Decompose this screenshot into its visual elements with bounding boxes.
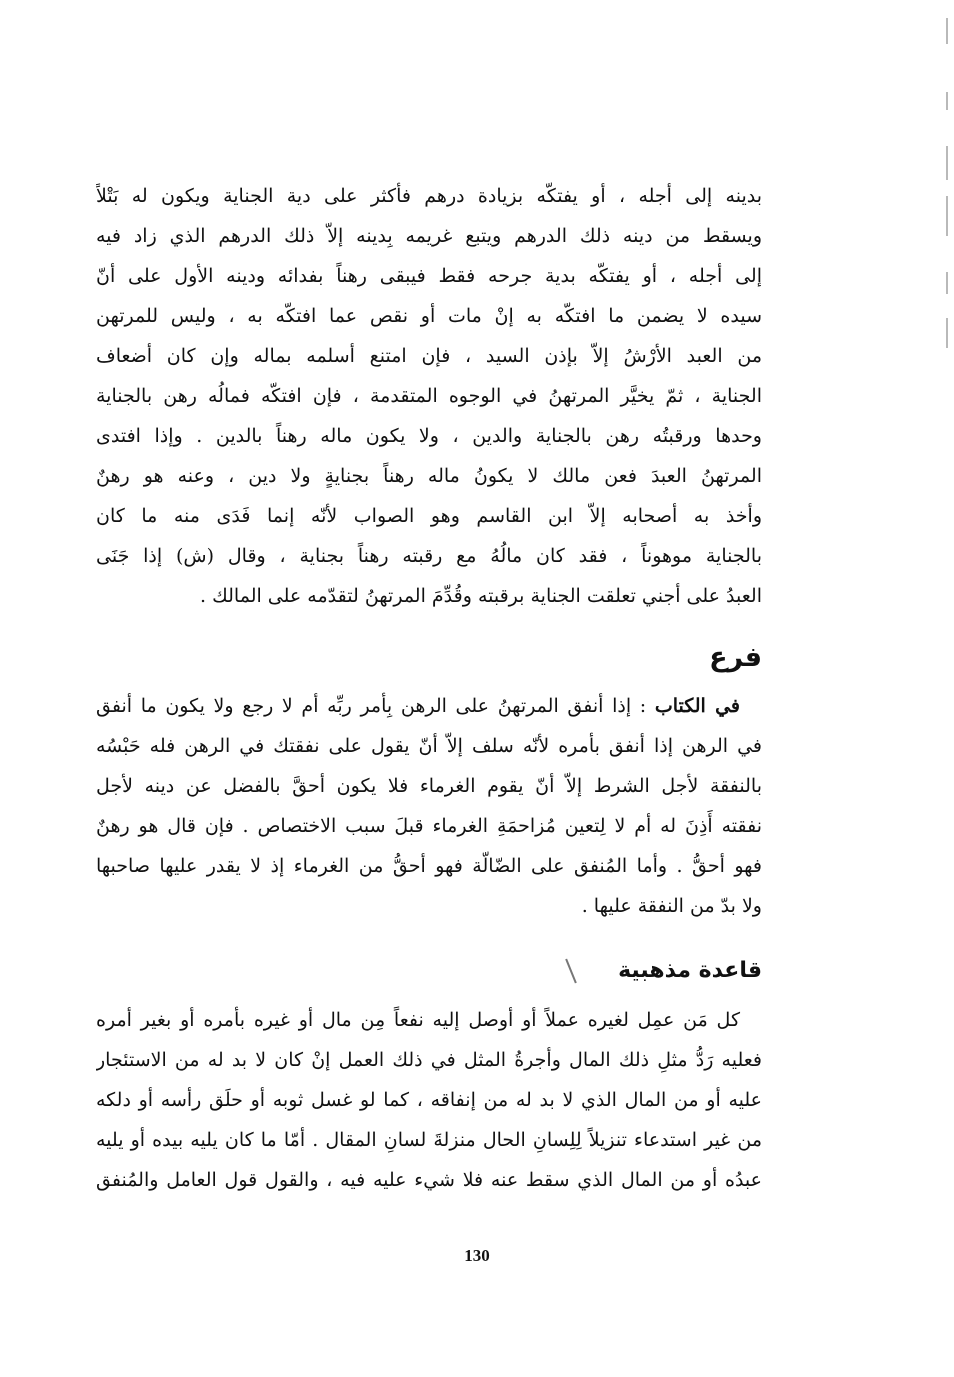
text-line: من العبد الأرْشُ إلاّ بإذن السيد ، فإن امتنع أسلمه بماله وإن كان أضعاف [96,345,762,367]
text-line: المرتهنُ العبدَ فعن مالك لا يكونُ ماله رهناً بجنايةٍ ولا دين ، وعنه هو رهنٌ [96,465,762,487]
text-line: وحدها ورقبتُه رهن بالجناية والدين ، ولا يكون ماله رهناً بالدين . وإذا افتدى [96,425,762,447]
text-line: ولا بدّ من النفقة عليها . [581,895,762,917]
text-line: من غير استدعاء تنزيلاً لِلِسانِ الحال منزلةَ لسانِ المقال . أمّا ما كان يليه بيده أو يليه [96,1129,762,1151]
text-line-lead [96,686,762,726]
text-line: إلى أجله ، أو يفتكّه بدية جرحه فقط فيبقى رهناً بفدائه ودينه الأول على أنّ [96,265,762,287]
scan-mark [946,196,948,236]
page-number: 130 [464,1246,490,1265]
paragraph-pledge-crime [96,176,762,616]
paragraph-rule [96,1000,762,1200]
text-line: فعليه رَدُّ مثلِ ذلك المال وأجرةُ المثل في ذلك العمل إنْ كان لا بد له من الاستئجار [96,1049,762,1071]
text-line: فهو أحقُّ . وأما المُنفق على الضّالّة فهو أحقُّ من الغرماء إذ لا يقدر عليها صاحبها [96,855,762,877]
paragraph-far [96,686,762,926]
text-line: العبدُ على أجني تعلقت الجناية برقبته وقُدِّمَ المرتهنُ لتقدّمه على المالك . [200,585,762,607]
text-line: بالجناية موهوناً ، فقد كان مالُهُ مع رقبته رهناً بجناية ، وقال (ش) إذا جَنَى [96,545,762,567]
heading-far: فرع [709,642,762,673]
lead-text: : إذا أنفق المرتهنُ على الرهن بِأمر ربِّه أم لا رجع ولا يكون ما أنفق [96,695,655,717]
text-line: كل مَن عمِل لغيره عملاً أو أوصل إليه نفعاً مِن مال أو غيره بأمره أو بغير أمره [96,1009,740,1031]
scan-mark [946,272,948,294]
heading-rule: قاعدة مذهبية [618,958,762,983]
scan-mark [946,18,948,44]
text-line: وأخذ به أصحابه إلاّ ابن القاسم وهو الصواب لأنّه إنما فَدَى منه ما كان [96,505,762,527]
scan-edge [936,0,954,1377]
text-line: عليه أو من المال الذي لا بد له من إنفاقه ، كما لو غسل ثوبه أو حلَق رأسه أو دلكه [96,1089,762,1111]
text-line: في الرهن إذا أنفق بأمره لأنّه سلف إلاّ أنّ يقول على نفقتك في الرهن فله حَبْسُه [96,735,762,757]
stray-pen-mark [565,959,577,984]
text-line: بدينه إلى أجله ، أو يفتكّه بزيادة درهم فأكثر على دية الجناية ويكون له بَتْلاً [96,185,762,207]
lead-bold-text: في الكتاب [654,695,740,717]
scan-mark [946,318,948,348]
scan-mark [946,92,948,110]
text-line: بالنفقة لأجل الشرط إلاّ أنّ يقوم الغرماء فلا يكون أحقَّ بالفضل عن دينه لأجل [96,775,762,797]
text-line: ويسقط من دينه ذلك الدرهم ويتبع غريمه بِدينه إلاّ ذلك الدرهم الذي زاد فيه [96,225,762,247]
text-line: الجناية ، ثمّ يخيَّر المرتهنُ في الوجوه المتقدمة ، فإن افتكّه فمالُه رهن بالجناية [96,385,762,407]
scan-mark [946,146,948,180]
text-line: عبدُه أو من المال الذي سقط عنه فلا شيء عليه فيه ، والقول قول العامل والمُنفق [96,1169,762,1191]
text-line: سيده لا يضمن ما افتكّه به إنْ مات أو نقص عما افتكّه به ، وليس للمرتهن [96,305,762,327]
text-line: نفقته أَذِنَ له أم لا لِتعين مُزاحمَةِ الغرماء قبلَ سبب الاختصاص . فإن قال هو رهنٌ [96,815,762,837]
